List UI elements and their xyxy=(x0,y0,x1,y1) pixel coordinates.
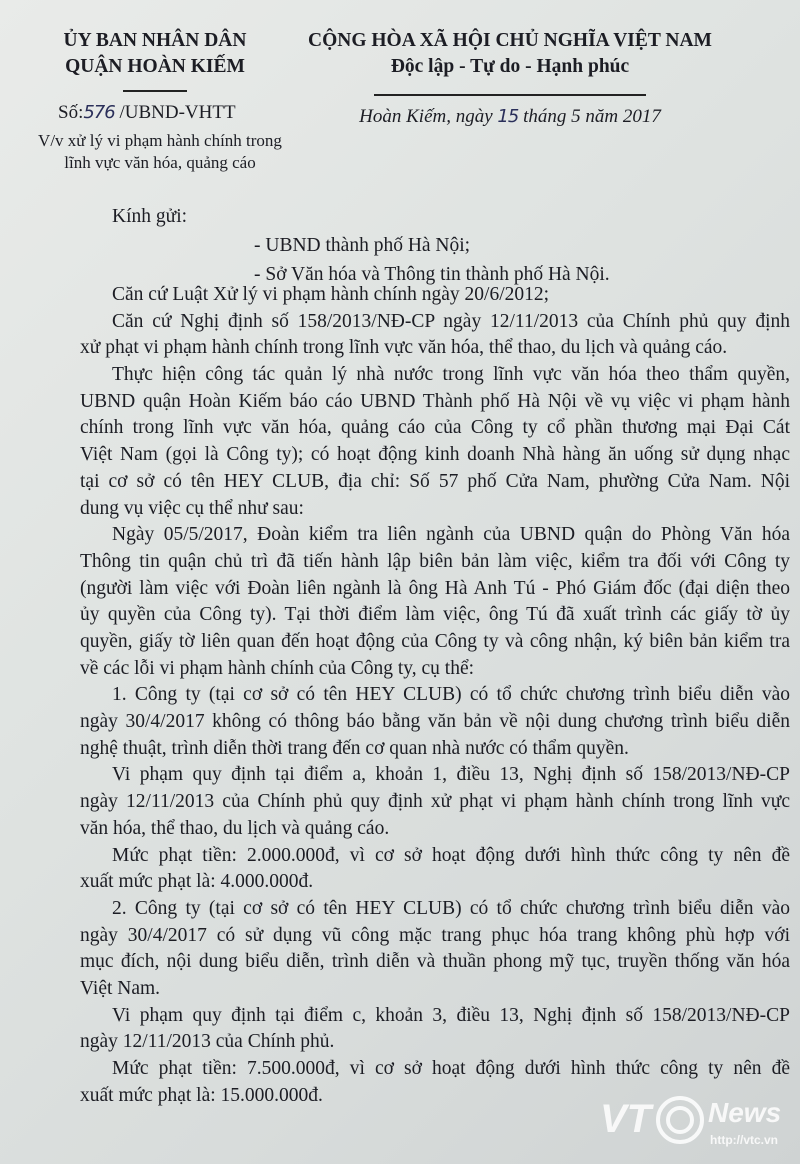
motto: Độc lập - Tự do - Hạnh phúc xyxy=(390,56,630,77)
paragraph-line: mục đích, nội dung biểu diễn, trình diễn và thuần phong mỹ tục, truyền thống văn hóa xyxy=(80,951,790,973)
paragraph xyxy=(80,1003,790,1056)
paragraph-line: ngày 30/4/2017 không có thông báo bằng văn bản về nội dung chương trình biểu diễn xyxy=(80,711,790,733)
document-number xyxy=(58,102,236,124)
country-name: CỘNG HÒA XÃ HỘI CHỦ NGHĨA VIỆT NAM xyxy=(308,30,712,51)
paragraph-line: Căn cứ Luật Xử lý vi phạm hành chính ngày 20/6/2012; xyxy=(112,284,550,305)
national-motto xyxy=(300,28,720,96)
paragraph-line: ủy quyền của Công ty). Tại thời điểm làm việc, ông Tú đã xuất trình các giấy tờ ủy xyxy=(80,604,790,626)
paragraph xyxy=(80,762,790,842)
paragraph-line: Việt Nam (gọi là Công ty); có hoạt động kinh doanh Nhà hàng ăn uống sử dụng nhạc xyxy=(80,444,790,466)
subject-line-2: lĩnh vực văn hóa, quảng cáo xyxy=(64,153,256,172)
paragraph-line: Vi phạm quy định tại điểm c, khoản 3, điều 13, Nghị định số 158/2013/NĐ-CP xyxy=(112,1004,790,1026)
paragraph-line: văn hóa, thể thao, du lịch và quảng cáo. xyxy=(80,817,390,839)
paragraph xyxy=(80,896,790,1003)
paragraph xyxy=(80,309,790,362)
agency-line-1: ỦY BAN NHÂN DÂN xyxy=(63,30,247,51)
subject-line-1: V/v xử lý vi phạm hành chính trong xyxy=(38,131,282,150)
paragraph-line: Vi phạm quy định tại điểm a, khoản 1, điều 13, Nghị định số 158/2013/NĐ-CP xyxy=(112,764,790,786)
paragraph-line: Mức phạt tiền: 7.500.000đ, vì cơ sở hoạt động dưới hình thức công ty nên đề xyxy=(112,1058,790,1080)
paragraph xyxy=(80,362,790,522)
paragraph-line: ngày 12/11/2013 của Chính phủ. xyxy=(80,1031,335,1053)
svg-text:News: News xyxy=(708,1097,782,1128)
paragraph-line: xuất mức phạt là: 4.000.000đ. xyxy=(80,871,314,893)
watermark-url: http://vtc.vn xyxy=(710,1133,778,1147)
agency-underline xyxy=(123,90,187,92)
agency-line-2: QUẬN HOÀN KIẾM xyxy=(65,56,245,77)
number-suffix: /UBND-VHTT xyxy=(114,102,236,123)
paragraph-line: dung vụ việc cụ thể như sau: xyxy=(80,497,304,519)
paragraph-line: xuất mức phạt là: 15.000.000đ. xyxy=(80,1084,323,1106)
paragraph-line: xử phạt vi phạm hành chính trong lĩnh vực văn hóa, thể thao, du lịch và quảng cáo. xyxy=(80,337,728,359)
paragraph-line: Căn cứ Nghị định số 158/2013/NĐ-CP ngày 12/11/2013 của Chính phủ quy định xyxy=(112,310,790,332)
paragraph-line: Thực hiện công tác quản lý nhà nước trong lĩnh vực văn hóa theo thẩm quyền, xyxy=(112,364,790,386)
paragraph-line: UBND quận Hoàn Kiếm báo cáo UBND Thành phố Hà Nội về vụ việc vi phạm hành xyxy=(80,390,790,412)
recipients xyxy=(112,202,610,289)
paragraph-line: Thông tin quận chủ trì đã tiến hành lập biên bản làm việc, kiểm tra đối với Công ty xyxy=(80,550,790,572)
paragraph xyxy=(80,682,790,762)
paragraph xyxy=(80,522,790,682)
recipients-label: Kính gửi: xyxy=(112,206,188,227)
paragraph-line: Việt Nam. xyxy=(80,977,161,999)
motto-underline xyxy=(374,94,646,96)
paragraph xyxy=(80,282,790,309)
paragraph-line: về các lỗi vi phạm hành chính của Công ty, cụ thể: xyxy=(80,657,475,679)
handwritten-day: 15 xyxy=(497,106,519,127)
svg-text:VT: VT xyxy=(600,1097,652,1141)
paragraph-line: tại cơ sở có tên HEY CLUB, địa chỉ: Số 57 phố Cửa Nam, phường Cửa Nam. Nội xyxy=(80,470,790,492)
recipient-item: - UBND thành phố Hà Nội; xyxy=(254,235,471,256)
date-prefix: Hoàn Kiếm, ngày xyxy=(359,106,498,127)
number-prefix: Số: xyxy=(58,102,84,123)
recipient-item: - Sở Văn hóa và Thông tin thành phố Hà Nội. xyxy=(254,264,610,285)
issuing-agency xyxy=(20,28,290,92)
paragraph-line: Ngày 05/5/2017, Đoàn kiểm tra liên ngành của UBND quận do Phòng Văn hóa xyxy=(112,524,790,546)
paragraph-line: Mức phạt tiền: 2.000.000đ, vì cơ sở hoạt động dưới hình thức công ty nên đề xyxy=(112,844,790,866)
paragraph-line: quyền, giấy tờ liên quan đến hoạt động của Công ty và công nhận, ký biên bản kiểm tra xyxy=(80,630,790,652)
paragraph-line: nghệ thuật, trình diễn thời trang đến cơ quan nhà nước có thẩm quyền. xyxy=(80,737,629,759)
subject xyxy=(30,130,290,174)
paragraph-line: ngày 12/11/2013 của Chính phủ quy định xử phạt vi phạm hành chính trong lĩnh vực xyxy=(80,791,790,813)
handwritten-number: 576 xyxy=(83,102,115,123)
vtc-news-watermark xyxy=(600,1092,795,1157)
paragraph-line: ngày 30/4/2017 có sử dụng vũ công mặc trang phục hóa trang không phù hợp với xyxy=(80,924,790,946)
paragraph-line: 1. Công ty (tại cơ sở có tên HEY CLUB) có tổ chức chương trình biểu diễn vào xyxy=(112,684,790,706)
date-suffix: tháng 5 năm 2017 xyxy=(518,106,661,127)
paragraph-line: 2. Công ty (tại cơ sở có tên HEY CLUB) có tổ chức chương trình biểu diễn vào xyxy=(112,897,790,919)
date-line xyxy=(300,106,720,128)
paragraph xyxy=(80,843,790,896)
paragraph-line: (người làm việc với Đoàn liên ngành là ông Hà Anh Tú - Phó Giám đốc (đại diện theo xyxy=(80,577,790,599)
document-body xyxy=(80,282,790,1109)
paragraph-line: chính trong lĩnh vực văn hóa, quảng cáo của Công ty cổ phần thương mại Đại Cát xyxy=(80,417,790,439)
